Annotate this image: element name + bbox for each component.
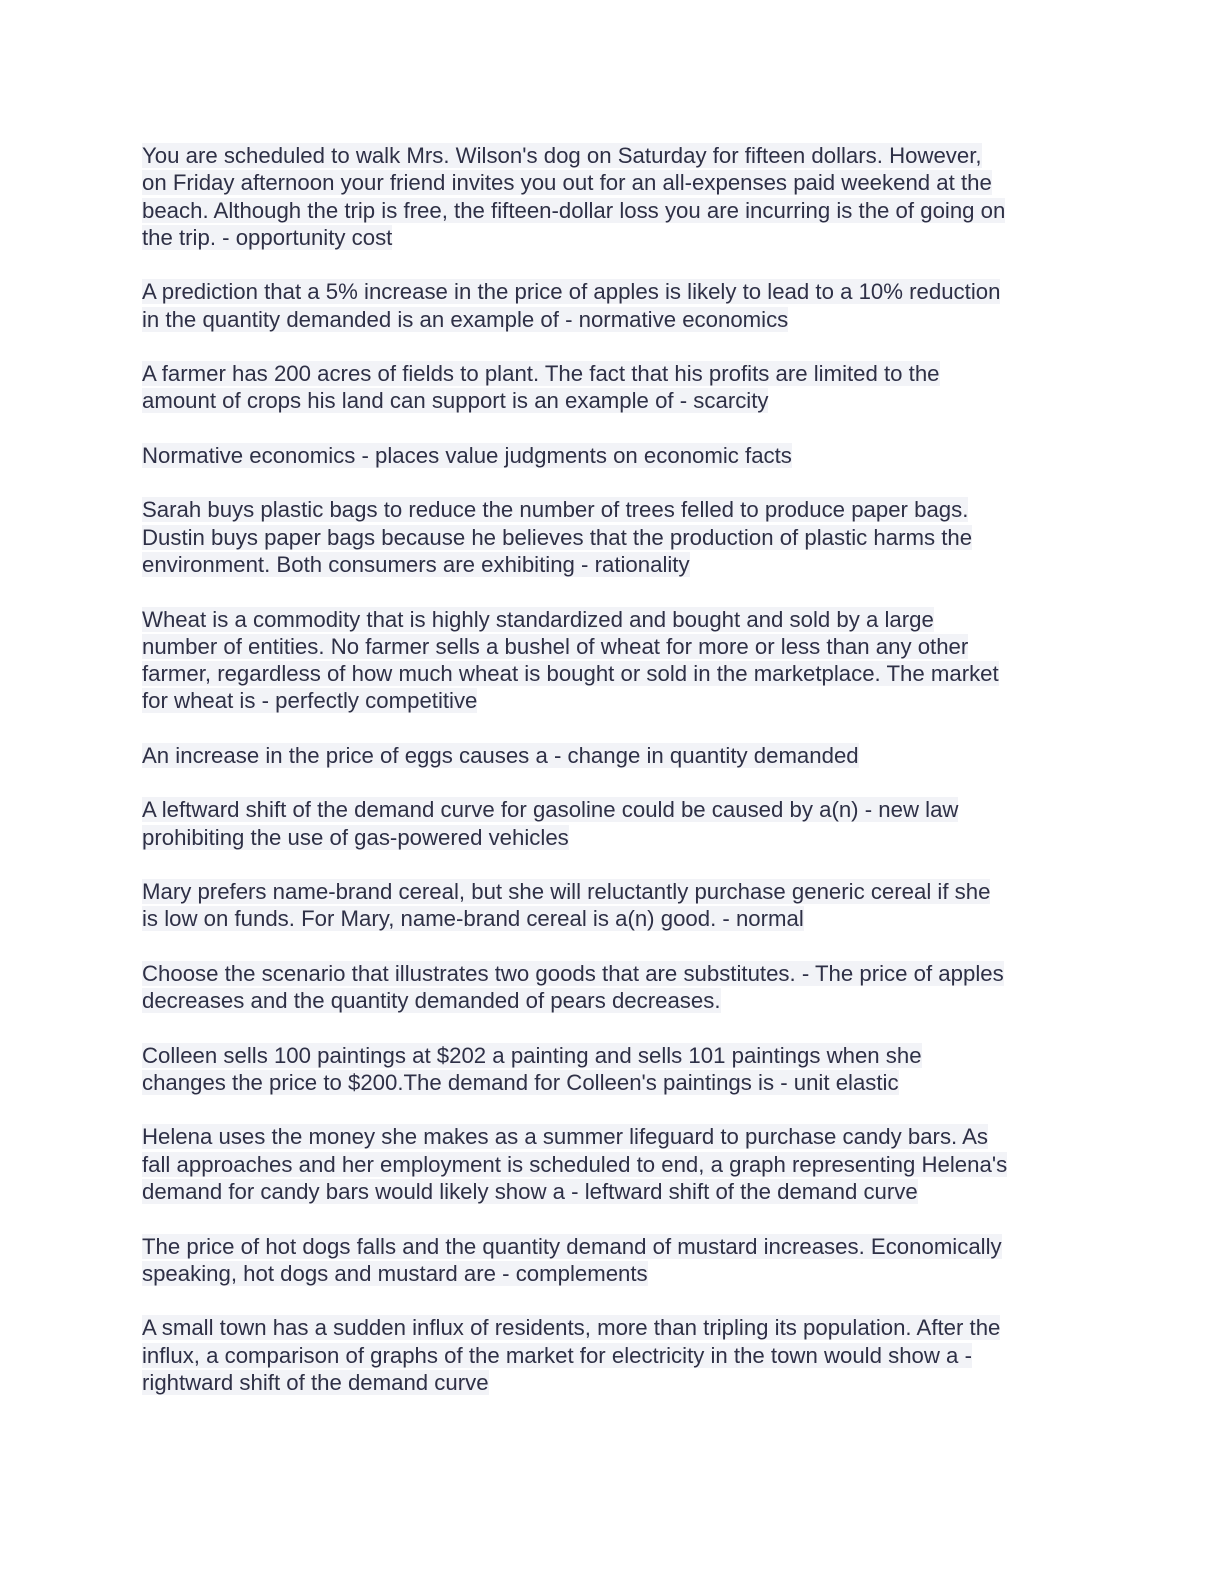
qa-line: Helena uses the money she makes as a summer lifeguard to purchase candy bars. As	[142, 1124, 989, 1150]
qa-line: changes the price to $200.The demand for Colleen's paintings is - unit elastic	[142, 1070, 899, 1095]
qa-line: speaking, hot dogs and mustard are - complements	[142, 1260, 648, 1286]
qa-item	[142, 1314, 1082, 1396]
qa-line: farmer, regardless of how much wheat is bought or sold in the marketplace. The market	[142, 661, 999, 687]
qa-item	[142, 1123, 1082, 1205]
qa-line: environment. Both consumers are exhibiting - rationality	[142, 552, 690, 578]
qa-line: for wheat is - perfectly competitive	[142, 688, 478, 714]
qa-item	[142, 1042, 1082, 1097]
qa-item	[142, 278, 1082, 333]
qa-item	[142, 960, 1082, 1015]
qa-item	[142, 1233, 1082, 1288]
qa-item	[142, 360, 1082, 415]
qa-item	[142, 878, 1082, 933]
qa-item	[142, 742, 1082, 769]
qa-line: A prediction that a 5% increase in the price of apples is likely to lead to a 10% reduction	[142, 279, 1001, 305]
qa-line: Wheat is a commodity that is highly standardized and bought and sold by a large	[142, 606, 934, 632]
qa-line: number of entities. No farmer sells a bushel of wheat for more or less than any other	[142, 633, 969, 659]
document-page	[142, 142, 1082, 1423]
qa-line: in the quantity demanded is an example of - normative economics	[142, 306, 789, 332]
qa-line: Choose the scenario that illustrates two goods that are substitutes. - The price of apples	[142, 960, 1004, 986]
qa-line: the trip. - opportunity cost	[142, 224, 393, 250]
qa-line: An increase in the price of eggs causes a - change in quantity demanded	[142, 742, 859, 768]
qa-line: influx, a comparison of graphs of the market for electricity in the town would show a -	[142, 1342, 972, 1368]
qa-item	[142, 606, 1082, 715]
qa-line: demand for candy bars would likely show a - leftward shift of the demand curve	[142, 1179, 918, 1205]
qa-item	[142, 442, 1082, 469]
qa-line: is low on funds. For Mary, name-brand cereal is a(n) good. - normal	[142, 906, 804, 932]
qa-line: Normative economics - places value judgments on economic facts	[142, 442, 792, 468]
qa-line: prohibiting the use of gas-powered vehicles	[142, 824, 569, 850]
qa-item	[142, 796, 1082, 851]
qa-item	[142, 142, 1082, 251]
qa-line: A small town has a sudden influx of residents, more than tripling its population. After the	[142, 1315, 1001, 1341]
qa-line: decreases and the quantity demanded of pears decreases.	[142, 988, 721, 1014]
qa-line: A farmer has 200 acres of fields to plant. The fact that his profits are limited to the	[142, 361, 940, 387]
qa-line: rightward shift of the demand curve	[142, 1369, 489, 1395]
qa-line: A leftward shift of the demand curve for gasoline could be caused by a(n) - new law	[142, 797, 959, 823]
qa-line: beach. Although the trip is free, the fifteen-dollar loss you are incurring is the of going on	[142, 197, 1006, 223]
qa-line: on Friday afternoon your friend invites you out for an all-expenses paid weekend at the	[142, 170, 992, 196]
qa-line: fall approaches and her employment is scheduled to end, a graph representing Helena's	[142, 1151, 1008, 1177]
qa-line: The price of hot dogs falls and the quantity demand of mustard increases. Economically	[142, 1233, 1002, 1259]
qa-line: Mary prefers name-brand cereal, but she will reluctantly purchase generic cereal if she	[142, 879, 991, 905]
qa-line: Sarah buys plastic bags to reduce the number of trees felled to produce paper bags.	[142, 497, 969, 523]
qa-line: Dustin buys paper bags because he believes that the production of plastic harms the	[142, 524, 973, 550]
qa-line: You are scheduled to walk Mrs. Wilson's dog on Saturday for fifteen dollars. However,	[142, 143, 982, 168]
qa-line: amount of crops his land can support is an example of - scarcity	[142, 388, 769, 414]
qa-line: Colleen sells 100 paintings at $202 a painting and sells 101 paintings when she	[142, 1042, 922, 1068]
qa-item	[142, 496, 1082, 578]
